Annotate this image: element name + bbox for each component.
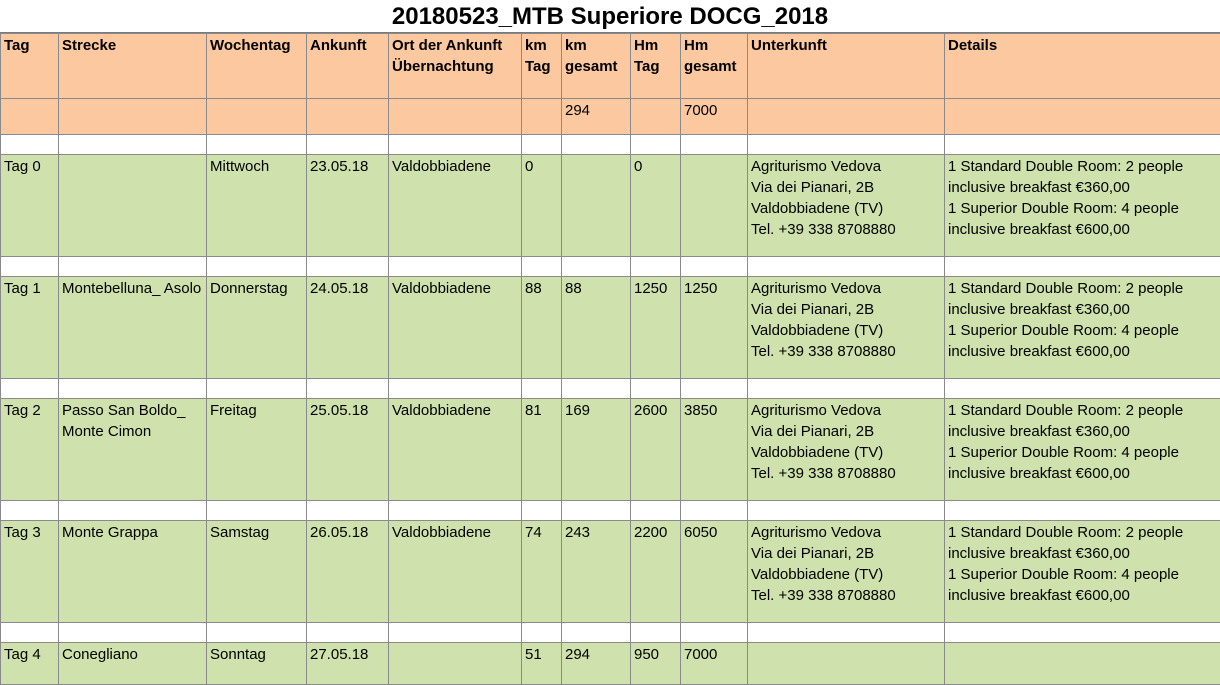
cell-km-gesamt[interactable]: 88 xyxy=(562,277,631,379)
empty-cell[interactable] xyxy=(631,135,681,155)
cell-ankunft[interactable]: 27.05.18 xyxy=(307,643,389,685)
table-row xyxy=(1,521,1220,623)
spacer-row xyxy=(1,379,1220,399)
cell-ort[interactable]: Valdobbiadene xyxy=(389,277,522,379)
cell-strecke[interactable] xyxy=(59,155,207,257)
cell-unterkunft[interactable] xyxy=(748,643,945,685)
cell-unterkunft-line: Tel. +39 338 8708880 xyxy=(751,219,942,240)
cell-km-gesamt[interactable]: 294 xyxy=(562,643,631,685)
cell-km-tag[interactable]: 88 xyxy=(522,277,562,379)
empty-cell[interactable] xyxy=(59,623,207,643)
cell-ort[interactable] xyxy=(389,643,522,685)
empty-cell[interactable] xyxy=(307,135,389,155)
cell-tag[interactable]: Tag 0 xyxy=(1,155,59,257)
cell-km-tag[interactable]: 0 xyxy=(522,155,562,257)
itinerary-table xyxy=(0,33,1220,685)
empty-cell[interactable] xyxy=(522,135,562,155)
empty-cell[interactable] xyxy=(389,135,522,155)
cell-details-line: 1 Superior Double Room: 4 people xyxy=(948,320,1218,341)
empty-cell[interactable] xyxy=(1,379,59,399)
cell-hm-tag[interactable]: 2200 xyxy=(631,521,681,623)
cell-km-gesamt[interactable]: 169 xyxy=(562,399,631,501)
cell-km-gesamt[interactable] xyxy=(562,155,631,257)
cell-unterkunft[interactable] xyxy=(748,521,945,623)
empty-cell[interactable] xyxy=(562,257,631,277)
empty-cell[interactable] xyxy=(681,257,748,277)
cell-tag[interactable]: Tag 2 xyxy=(1,399,59,501)
empty-cell[interactable] xyxy=(1,623,59,643)
cell-strecke[interactable]: Passo San Boldo_ Monte Cimon xyxy=(59,399,207,501)
empty-cell[interactable] xyxy=(207,379,307,399)
cell-wochentag[interactable]: Samstag xyxy=(207,521,307,623)
empty-cell[interactable] xyxy=(389,257,522,277)
cell-tag[interactable]: Tag 1 xyxy=(1,277,59,379)
cell-hm-gesamt[interactable]: 1250 xyxy=(681,277,748,379)
total-km-tag[interactable] xyxy=(522,99,562,135)
cell-details-line: 1 Superior Double Room: 4 people xyxy=(948,442,1218,463)
empty-cell[interactable] xyxy=(748,379,945,399)
column-header-tag[interactable]: Tag xyxy=(1,34,59,99)
cell-details-line: 1 Standard Double Room: 2 people xyxy=(948,400,1218,421)
empty-cell[interactable] xyxy=(945,501,1220,521)
cell-unterkunft-line: Agriturismo Vedova xyxy=(751,278,942,299)
spacer-row xyxy=(1,257,1220,277)
cell-details-line: inclusive breakfast €600,00 xyxy=(948,219,1218,240)
empty-cell[interactable] xyxy=(307,501,389,521)
cell-unterkunft-line: Agriturismo Vedova xyxy=(751,156,942,177)
table-row xyxy=(1,277,1220,379)
cell-details-line: inclusive breakfast €360,00 xyxy=(948,543,1218,564)
empty-cell[interactable] xyxy=(681,135,748,155)
cell-unterkunft-line: Valdobbiadene (TV) xyxy=(751,442,942,463)
empty-cell[interactable] xyxy=(748,623,945,643)
cell-unterkunft-line: Via dei Pianari, 2B xyxy=(751,543,942,564)
empty-cell[interactable] xyxy=(207,257,307,277)
cell-unterkunft[interactable] xyxy=(748,399,945,501)
cell-details-line: 1 Standard Double Room: 2 people xyxy=(948,522,1218,543)
column-header-ankunft[interactable]: Ankunft xyxy=(307,34,389,99)
cell-strecke[interactable]: Montebelluna_ Asolo xyxy=(59,277,207,379)
cell-details-line: 1 Superior Double Room: 4 people xyxy=(948,564,1218,585)
empty-cell[interactable] xyxy=(522,379,562,399)
empty-cell[interactable] xyxy=(748,257,945,277)
cell-km-tag[interactable]: 81 xyxy=(522,399,562,501)
empty-cell[interactable] xyxy=(307,623,389,643)
empty-cell[interactable] xyxy=(681,501,748,521)
total-details[interactable] xyxy=(945,99,1220,135)
cell-wochentag[interactable]: Sonntag xyxy=(207,643,307,685)
empty-cell[interactable] xyxy=(748,135,945,155)
cell-hm-tag[interactable]: 2600 xyxy=(631,399,681,501)
empty-cell[interactable] xyxy=(681,379,748,399)
empty-cell[interactable] xyxy=(1,257,59,277)
column-header-details[interactable]: Details xyxy=(945,34,1220,99)
column-header-km-gesamt[interactable]: km gesamt xyxy=(562,34,631,99)
empty-cell[interactable] xyxy=(631,257,681,277)
empty-cell[interactable] xyxy=(631,623,681,643)
empty-cell[interactable] xyxy=(562,379,631,399)
empty-cell[interactable] xyxy=(389,501,522,521)
cell-unterkunft-line: Via dei Pianari, 2B xyxy=(751,177,942,198)
cell-unterkunft[interactable] xyxy=(748,155,945,257)
cell-unterkunft-line: Valdobbiadene (TV) xyxy=(751,320,942,341)
empty-cell[interactable] xyxy=(59,257,207,277)
column-header-hm-gesamt[interactable]: Hm gesamt xyxy=(681,34,748,99)
total-hm-gesamt[interactable]: 7000 xyxy=(681,99,748,135)
empty-cell[interactable] xyxy=(389,379,522,399)
cell-wochentag[interactable]: Freitag xyxy=(207,399,307,501)
cell-details[interactable] xyxy=(945,155,1220,257)
spacer-row xyxy=(1,501,1220,521)
cell-hm-gesamt[interactable] xyxy=(681,155,748,257)
cell-details[interactable] xyxy=(945,643,1220,685)
totals-row xyxy=(1,99,1220,135)
empty-cell[interactable] xyxy=(59,379,207,399)
cell-details-line: inclusive breakfast €600,00 xyxy=(948,585,1218,606)
cell-unterkunft-line: Valdobbiadene (TV) xyxy=(751,564,942,585)
cell-ankunft[interactable]: 24.05.18 xyxy=(307,277,389,379)
cell-unterkunft-line: Agriturismo Vedova xyxy=(751,400,942,421)
cell-ankunft[interactable]: 25.05.18 xyxy=(307,399,389,501)
empty-cell[interactable] xyxy=(631,379,681,399)
cell-hm-tag[interactable]: 950 xyxy=(631,643,681,685)
empty-cell[interactable] xyxy=(307,379,389,399)
table-row xyxy=(1,155,1220,257)
cell-unterkunft-line: Via dei Pianari, 2B xyxy=(751,299,942,320)
spacer-row xyxy=(1,623,1220,643)
empty-cell[interactable] xyxy=(522,623,562,643)
cell-ort[interactable]: Valdobbiadene xyxy=(389,521,522,623)
cell-ankunft[interactable]: 23.05.18 xyxy=(307,155,389,257)
total-ankunft[interactable] xyxy=(307,99,389,135)
empty-cell[interactable] xyxy=(207,135,307,155)
cell-details-line: 1 Standard Double Room: 2 people xyxy=(948,156,1218,177)
cell-wochentag[interactable]: Mittwoch xyxy=(207,155,307,257)
cell-details-line: 1 Superior Double Room: 4 people xyxy=(948,198,1218,219)
empty-cell[interactable] xyxy=(1,501,59,521)
cell-ankunft[interactable]: 26.05.18 xyxy=(307,521,389,623)
table-row xyxy=(1,399,1220,501)
empty-cell[interactable] xyxy=(945,379,1220,399)
sheet-title: 20180523_MTB Superiore DOCG_2018 xyxy=(0,0,1220,33)
cell-unterkunft-line: Tel. +39 338 8708880 xyxy=(751,341,942,362)
empty-cell[interactable] xyxy=(748,501,945,521)
cell-unterkunft-line: Agriturismo Vedova xyxy=(751,522,942,543)
cell-strecke[interactable]: Monte Grappa xyxy=(59,521,207,623)
cell-tag[interactable]: Tag 3 xyxy=(1,521,59,623)
column-header-unterkunft[interactable]: Unterkunft xyxy=(748,34,945,99)
total-hm-tag[interactable] xyxy=(631,99,681,135)
cell-km-tag[interactable]: 74 xyxy=(522,521,562,623)
total-tag[interactable] xyxy=(1,99,59,135)
empty-cell[interactable] xyxy=(945,623,1220,643)
cell-details-line: inclusive breakfast €600,00 xyxy=(948,463,1218,484)
cell-details[interactable] xyxy=(945,521,1220,623)
cell-tag[interactable]: Tag 4 xyxy=(1,643,59,685)
empty-cell[interactable] xyxy=(562,501,631,521)
total-strecke[interactable] xyxy=(59,99,207,135)
empty-cell[interactable] xyxy=(1,135,59,155)
cell-unterkunft-line: Via dei Pianari, 2B xyxy=(751,421,942,442)
cell-hm-gesamt[interactable]: 7000 xyxy=(681,643,748,685)
cell-details[interactable] xyxy=(945,399,1220,501)
total-wochentag[interactable] xyxy=(207,99,307,135)
cell-hm-tag[interactable]: 0 xyxy=(631,155,681,257)
cell-strecke[interactable]: Conegliano xyxy=(59,643,207,685)
cell-unterkunft-line: Valdobbiadene (TV) xyxy=(751,198,942,219)
total-ort[interactable] xyxy=(389,99,522,135)
column-header-km-tag[interactable]: km Tag xyxy=(522,34,562,99)
cell-details[interactable] xyxy=(945,277,1220,379)
cell-ort[interactable]: Valdobbiadene xyxy=(389,399,522,501)
empty-cell[interactable] xyxy=(207,501,307,521)
cell-km-gesamt[interactable]: 243 xyxy=(562,521,631,623)
empty-cell[interactable] xyxy=(631,501,681,521)
empty-cell[interactable] xyxy=(207,623,307,643)
empty-cell[interactable] xyxy=(59,501,207,521)
empty-cell[interactable] xyxy=(562,623,631,643)
cell-unterkunft[interactable] xyxy=(748,277,945,379)
column-header-hm-tag[interactable]: Hm Tag xyxy=(631,34,681,99)
total-km-gesamt[interactable]: 294 xyxy=(562,99,631,135)
empty-cell[interactable] xyxy=(945,135,1220,155)
empty-cell[interactable] xyxy=(562,135,631,155)
cell-ort[interactable]: Valdobbiadene xyxy=(389,155,522,257)
cell-details-line: inclusive breakfast €360,00 xyxy=(948,299,1218,320)
empty-cell[interactable] xyxy=(522,501,562,521)
column-header-ort[interactable]: Ort der Ankunft Übernachtung xyxy=(389,34,522,99)
empty-cell[interactable] xyxy=(522,257,562,277)
cell-unterkunft-line: Tel. +39 338 8708880 xyxy=(751,585,942,606)
cell-km-tag[interactable]: 51 xyxy=(522,643,562,685)
cell-hm-gesamt[interactable]: 6050 xyxy=(681,521,748,623)
cell-wochentag[interactable]: Donnerstag xyxy=(207,277,307,379)
column-header-strecke[interactable]: Strecke xyxy=(59,34,207,99)
empty-cell[interactable] xyxy=(389,623,522,643)
empty-cell[interactable] xyxy=(945,257,1220,277)
table-row xyxy=(1,643,1220,685)
empty-cell[interactable] xyxy=(59,135,207,155)
spacer-row xyxy=(1,135,1220,155)
cell-details-line: inclusive breakfast €600,00 xyxy=(948,341,1218,362)
cell-details-line: inclusive breakfast €360,00 xyxy=(948,177,1218,198)
total-unterkunft[interactable] xyxy=(748,99,945,135)
cell-unterkunft-line: Tel. +39 338 8708880 xyxy=(751,463,942,484)
cell-details-line: inclusive breakfast €360,00 xyxy=(948,421,1218,442)
cell-details-line: 1 Standard Double Room: 2 people xyxy=(948,278,1218,299)
cell-hm-tag[interactable]: 1250 xyxy=(631,277,681,379)
column-header-wochentag[interactable]: Wochentag xyxy=(207,34,307,99)
cell-hm-gesamt[interactable]: 3850 xyxy=(681,399,748,501)
empty-cell[interactable] xyxy=(681,623,748,643)
empty-cell[interactable] xyxy=(307,257,389,277)
header-row xyxy=(1,34,1220,99)
